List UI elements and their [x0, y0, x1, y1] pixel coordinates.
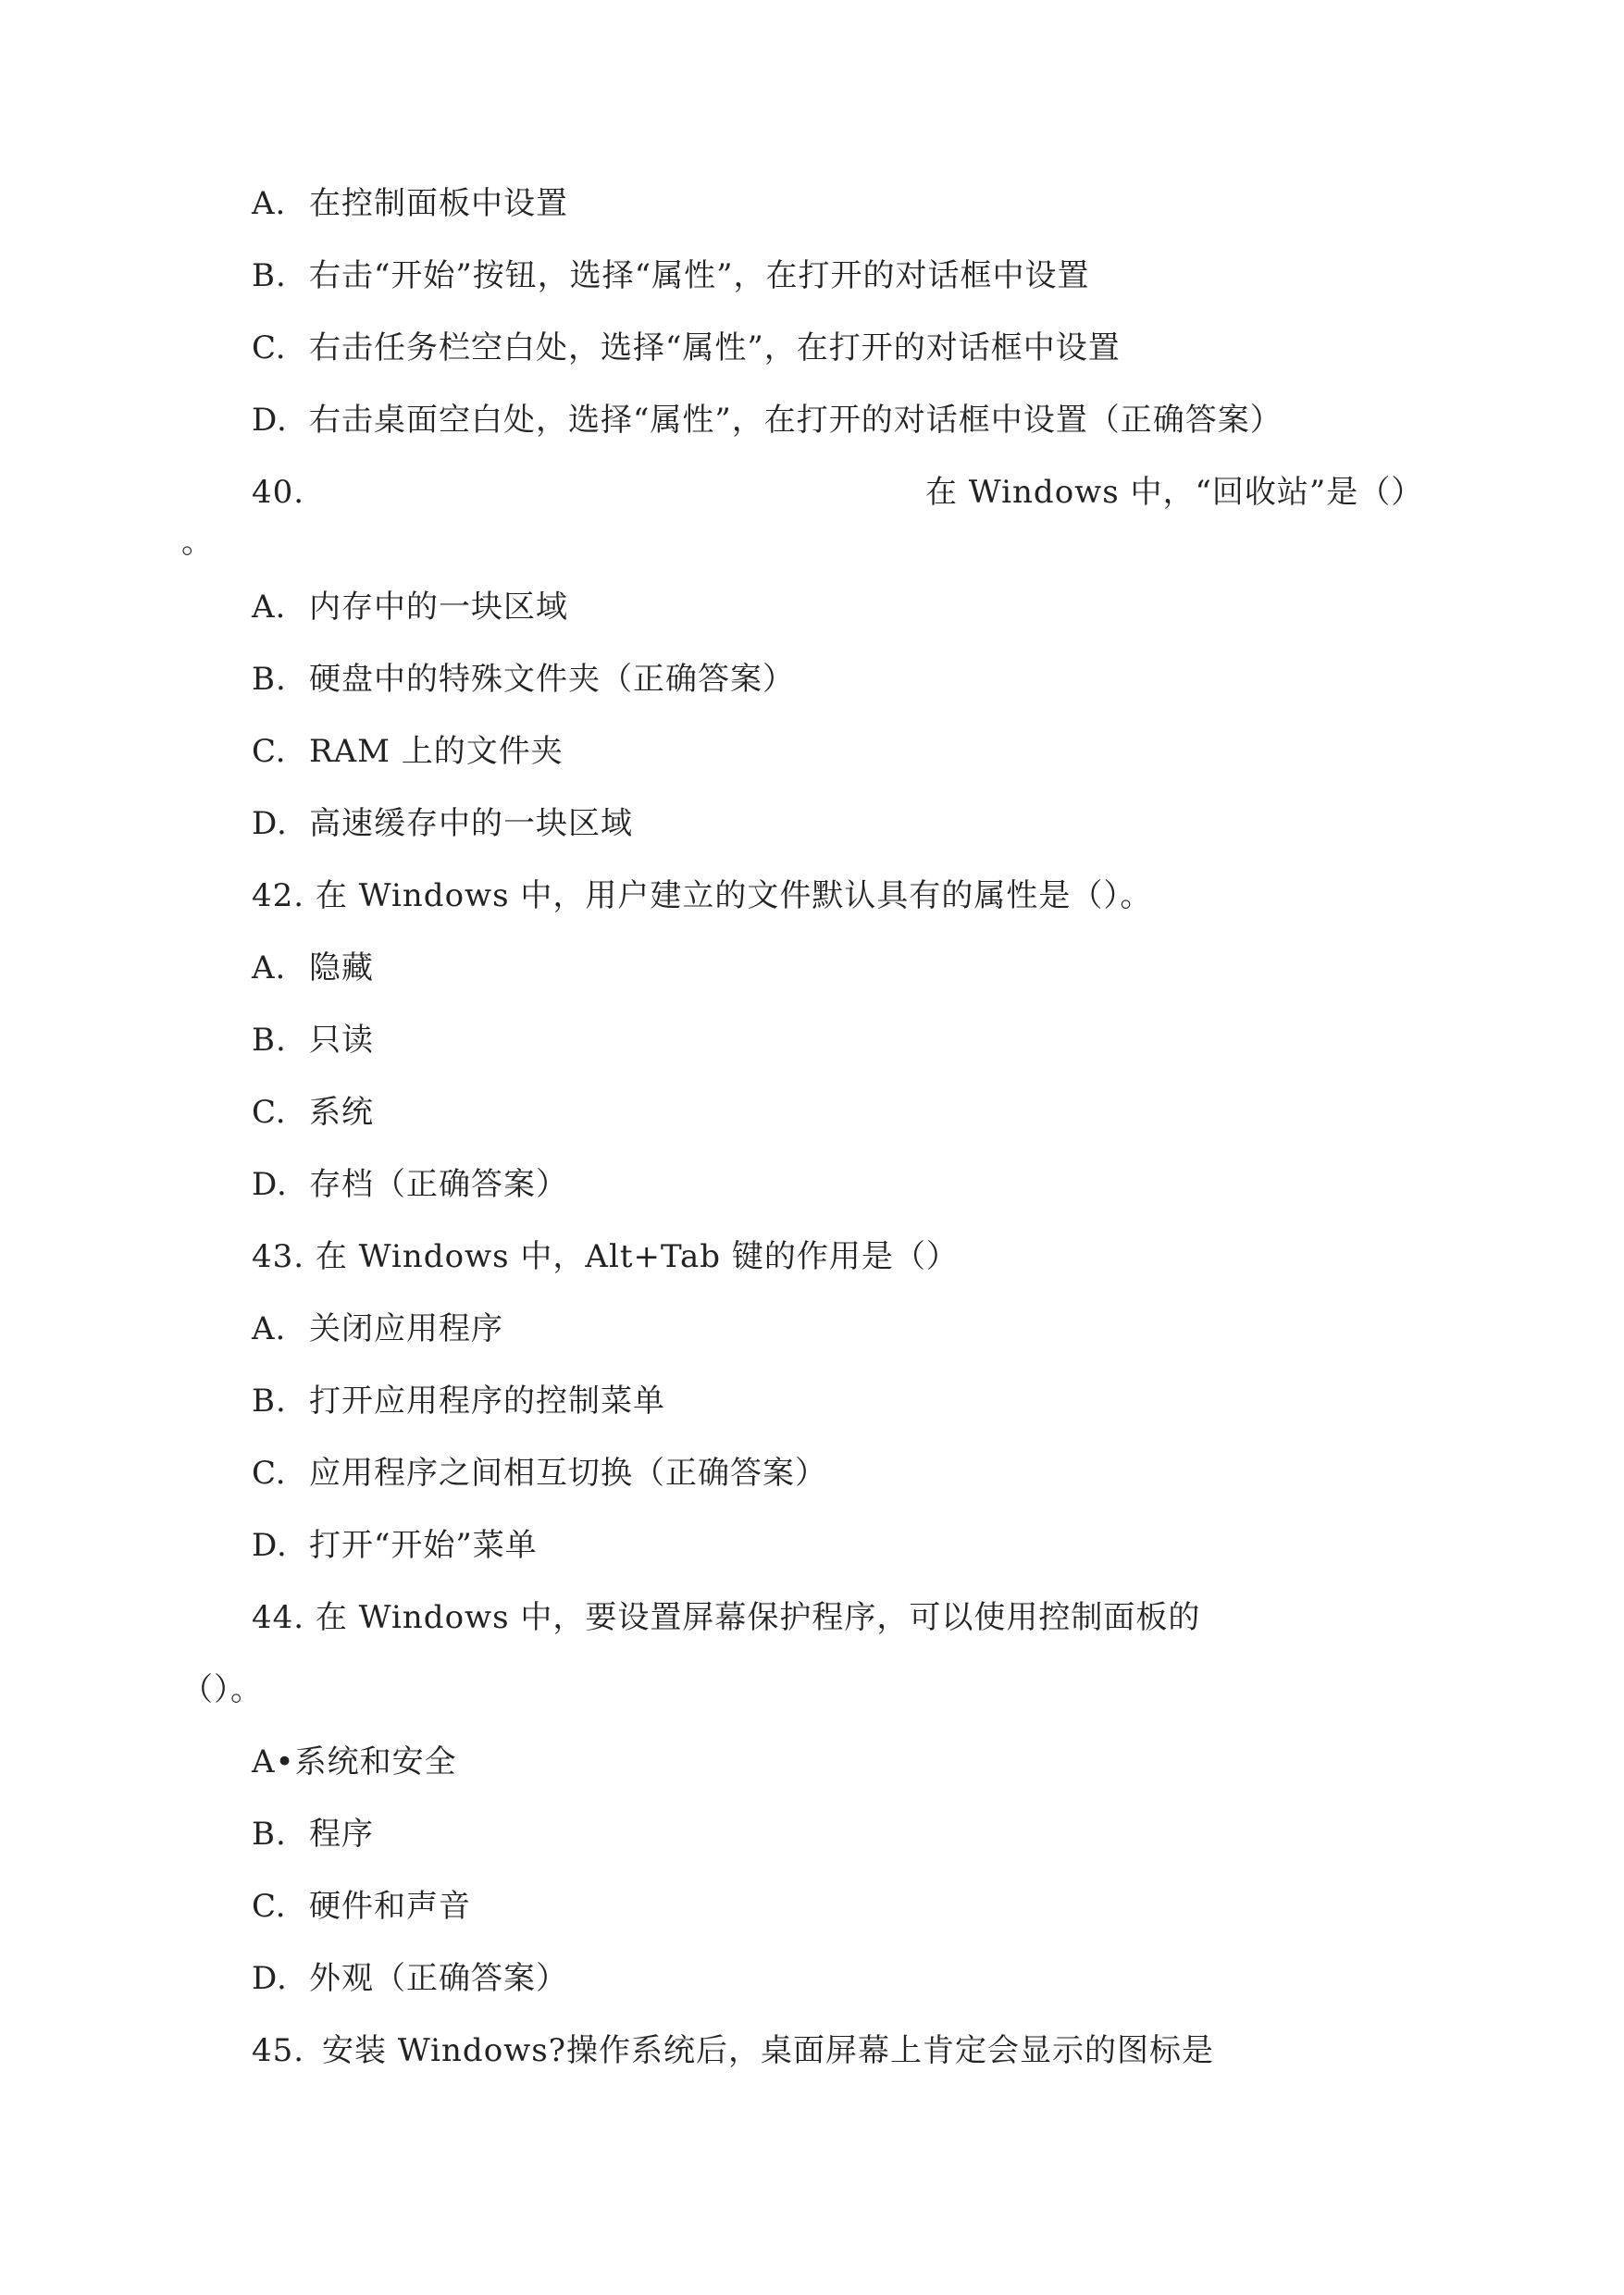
option-text: 外观（正确答案） — [309, 1960, 568, 1997]
option-text: 内存中的一块区域 — [309, 589, 568, 626]
option-text: 应用程序之间相互切换（正确答案） — [309, 1455, 827, 1492]
option-letter: B. — [252, 1022, 287, 1059]
question-number: 40. — [252, 474, 305, 511]
option-letter: C. — [252, 1888, 287, 1925]
question-tail: 。 — [181, 524, 214, 561]
option-letter: C. — [252, 1094, 287, 1131]
option-letter: C. — [252, 733, 287, 770]
option-text: 存档（正确答案） — [309, 1166, 568, 1203]
option-letter: C. — [252, 1455, 287, 1492]
option-letter: B. — [252, 661, 287, 698]
option-text: 右击桌面空白处，选择“属性”，在打开的对话框中设置（正确答案） — [309, 402, 1283, 439]
question-text: 43. 在 Windows 中，Alt+Tab 键的作用是（） — [252, 1238, 959, 1275]
option-letter: D. — [252, 805, 288, 842]
option-letter: B. — [252, 1816, 287, 1853]
question-text: 安装 Windows?操作系统后，桌面屏幕上肯定会显示的图标是 — [322, 2032, 1214, 2069]
option-letter: D. — [252, 1166, 288, 1203]
option-letter: A. — [252, 1310, 287, 1347]
option-letter: A. — [252, 185, 287, 222]
option-letter: A. — [252, 949, 287, 986]
option-text: 打开“开始”菜单 — [309, 1527, 538, 1564]
option-text: 系统 — [309, 1094, 374, 1131]
option-text: 打开应用程序的控制菜单 — [309, 1383, 665, 1420]
question-tail: （）。 — [181, 1671, 263, 1708]
option-text: 右击“开始”按钮，选择“属性”，在打开的对话框中设置 — [309, 257, 1090, 294]
option-text: 程序 — [309, 1816, 374, 1853]
question-text: 44. 在 Windows 中，要设置屏幕保护程序，可以使用控制面板的 — [252, 1599, 1201, 1636]
option-text: 硬件和声音 — [309, 1888, 471, 1925]
option-letter: A. — [252, 589, 287, 626]
option-letter: D. — [252, 1960, 288, 1997]
option-text: A•系统和安全 — [252, 1743, 457, 1780]
option-text: 右击任务栏空白处，选择“属性”，在打开的对话框中设置 — [309, 329, 1121, 366]
option-text: 硬盘中的特殊文件夹（正确答案） — [309, 661, 795, 698]
option-text: RAM 上的文件夹 — [309, 733, 564, 770]
option-letter: D. — [252, 1527, 288, 1564]
option-letter: D. — [252, 402, 288, 439]
option-letter: B. — [252, 257, 287, 294]
option-text: 隐藏 — [309, 949, 374, 986]
option-text: 关闭应用程序 — [309, 1310, 503, 1347]
question-number: 45. — [252, 2032, 305, 2069]
option-text: 只读 — [309, 1022, 374, 1059]
question-text: 42. 在 Windows 中，用户建立的文件默认具有的属性是（）。 — [252, 877, 1153, 914]
option-text: 高速缓存中的一块区域 — [309, 805, 633, 842]
option-letter: B. — [252, 1383, 287, 1420]
question-text: 在 Windows 中，“回收站”是（） — [925, 474, 1424, 511]
option-text: 在控制面板中设置 — [309, 185, 568, 222]
option-letter: C. — [252, 329, 287, 366]
